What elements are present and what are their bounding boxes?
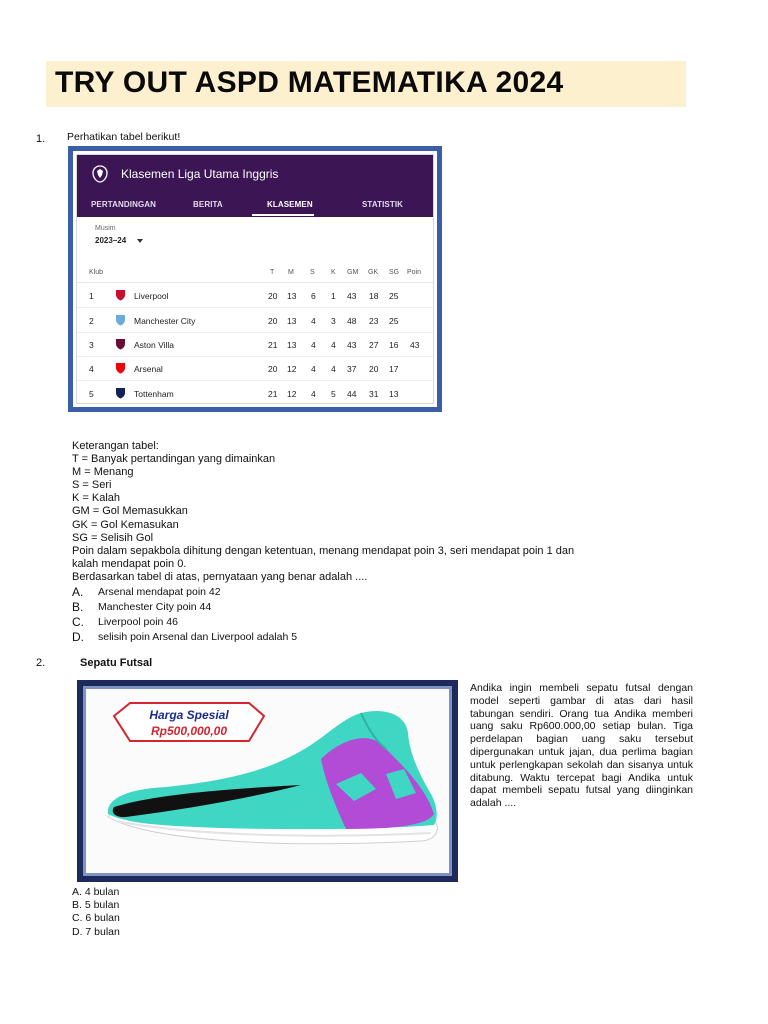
table-cell-sg: 17 [389,364,399,374]
table-cell-pos: 1 [89,291,94,301]
table-row [77,332,433,357]
table-cell-gk: 31 [369,389,379,399]
table-cell-gk: 27 [369,340,379,350]
question-2-options [72,886,120,939]
option-a[interactable]: A. 4 bulan [72,886,120,898]
table-cell-club: Liverpool [134,291,169,301]
club-crest-icon [115,338,126,350]
premier-league-lion-icon [92,165,108,183]
option-text: Liverpool poin 46 [98,616,178,628]
table-cell-t: 20 [268,291,278,301]
legend-line: kalah mendapat poin 0. [72,557,187,570]
tab-klasemen[interactable]: KLASEMEN [267,200,313,209]
table-cell-sg: 16 [389,340,399,350]
table-cell-k: 5 [331,389,336,399]
column-header: K [331,269,336,276]
legend-line: Poin dalam sepakbola dihitung dengan ketentuan, menang mendapat poin 3, seri mendapat poin 1 dan [72,544,575,557]
legend-line: M = Menang [72,466,134,479]
badge-price: Rp500,000,00 [150,724,228,738]
table-cell-s: 6 [311,291,316,301]
legend-line: Berdasarkan tabel di atas, pernyataan yang benar adalah .... [72,570,368,583]
option-letter: B. [72,600,84,614]
futsal-shoe-image [77,680,458,882]
legend-line: GK = Gol Kemasukan [72,518,179,531]
table-cell-club: Aston Villa [134,340,175,350]
legend-line: K = Kalah [72,492,121,505]
table-cell-pos: 3 [89,340,94,350]
standings-table-image [68,146,442,412]
tab-statistik[interactable]: STATISTIK [362,200,404,209]
table-header [77,262,433,283]
column-header: T [270,269,275,276]
badge-title: Harga Spesial [149,708,229,722]
page-title: TRY OUT ASPD MATEMATIKA 2024 [55,66,564,99]
legend-line: SG = Selisih Gol [72,531,154,544]
standings-title: Klasemen Liga Utama Inggris [121,167,279,181]
table-cell-m: 13 [287,340,297,350]
table-cell-pos: 2 [89,316,94,326]
club-crest-icon [115,387,126,399]
standings-card [76,154,434,404]
table-cell-gk: 23 [369,316,379,326]
tab-berita[interactable]: BERITA [193,200,223,209]
question-1-prompt: Perhatikan tabel berikut! [67,131,181,143]
option-text: Manchester City poin 44 [98,601,212,613]
table-cell-s: 4 [311,316,316,326]
chevron-down-icon[interactable] [137,239,143,243]
option-text: Arsenal mendapat poin 42 [98,586,221,598]
table-row [77,308,433,333]
table-cell-k: 4 [331,340,336,350]
legend-line: Keterangan tabel: [72,440,159,452]
column-header: Poin [407,269,422,276]
table-cell-s: 4 [311,340,316,350]
table-cell-club: Tottenham [134,389,174,399]
table-cell-sg: 13 [389,389,399,399]
column-header: Klub [89,269,104,276]
table-cell-poin: 43 [410,340,420,350]
season-label: Musim [95,225,116,232]
table-cell-gm: 48 [347,316,357,326]
table-cell-t: 21 [268,389,278,399]
standings-header [77,155,433,217]
option-c[interactable]: C. 6 bulan [72,912,120,925]
table-cell-sg: 25 [389,316,399,326]
option-letter: A. [72,585,84,599]
table-cell-s: 4 [311,364,316,374]
table-cell-club: Manchester City [134,316,196,326]
table-cell-gm: 44 [347,389,357,399]
table-cell-gm: 43 [347,340,357,350]
table-cell-m: 12 [287,364,297,374]
option-letter: C. [72,615,84,629]
question-1-number: 1. [36,133,46,145]
legend-line: S = Seri [72,479,112,492]
table-cell-t: 20 [268,316,278,326]
option-letter: D. [72,630,84,644]
table-cell-gk: 20 [369,364,379,374]
tab-pertandingan[interactable]: PERTANDINGAN [91,200,157,209]
column-header: GM [347,269,359,276]
table-cell-s: 4 [311,389,316,399]
table-row [77,356,433,381]
column-header: SG [389,269,400,276]
option-b[interactable]: B. 5 bulan [72,899,120,912]
table-cell-t: 21 [268,340,278,350]
table-row [77,283,433,308]
table-row [77,381,433,404]
column-header: S [310,269,315,276]
question-2-paragraph: Andika ingin membeli sepatu futsal dengan model seperti gambar di atas dari hasil tabungan sendiri. Orang tua Andika memberi uang saku Rp600.000,00 setiap bulan. Tiga perdelapan bagian uang saku tersebut dipergunakan untuk jajan, dua perlima bagian untuk perlengkapan sekolah dan sisanya untuk ditabung. Waktu tercepat bagi Andika untuk dapat membeli sepatu futsal yang diinginkan adalah .... [470,682,693,810]
option-text: selisih poin Arsenal dan Liverpool adalah 5 [98,631,298,643]
table-cell-k: 4 [331,364,336,374]
question-2-number: 2. [36,657,46,669]
active-tab-indicator [252,214,314,216]
table-cell-m: 12 [287,389,297,399]
table-cell-m: 13 [287,316,297,326]
legend-line: T = Banyak pertandingan yang dimainkan [72,453,276,466]
legend-line: GM = Gol Memasukkan [72,505,188,518]
column-header: GK [368,269,379,276]
standings-tabs [77,200,433,217]
table-cell-k: 1 [331,291,336,301]
club-crest-icon [115,289,126,301]
column-header: M [288,269,294,276]
table-cell-k: 3 [331,316,336,326]
season-select[interactable]: 2023–24 [95,236,127,245]
table-cell-gk: 18 [369,291,379,301]
table-cell-sg: 25 [389,291,399,301]
table-cell-pos: 5 [89,389,94,399]
club-crest-icon [115,362,126,374]
table-cell-club: Arsenal [134,364,163,374]
club-crest-icon [115,314,126,326]
question-2-title: Sepatu Futsal [80,657,153,669]
table-cell-t: 20 [268,364,278,374]
table-cell-m: 13 [287,291,297,301]
table-cell-pos: 4 [89,364,94,374]
option-d[interactable]: D. 7 bulan [72,925,120,938]
table-cell-gm: 43 [347,291,357,301]
futsal-shoe-illustration [86,689,449,873]
table-cell-gm: 37 [347,364,357,374]
table-legend [72,440,574,584]
